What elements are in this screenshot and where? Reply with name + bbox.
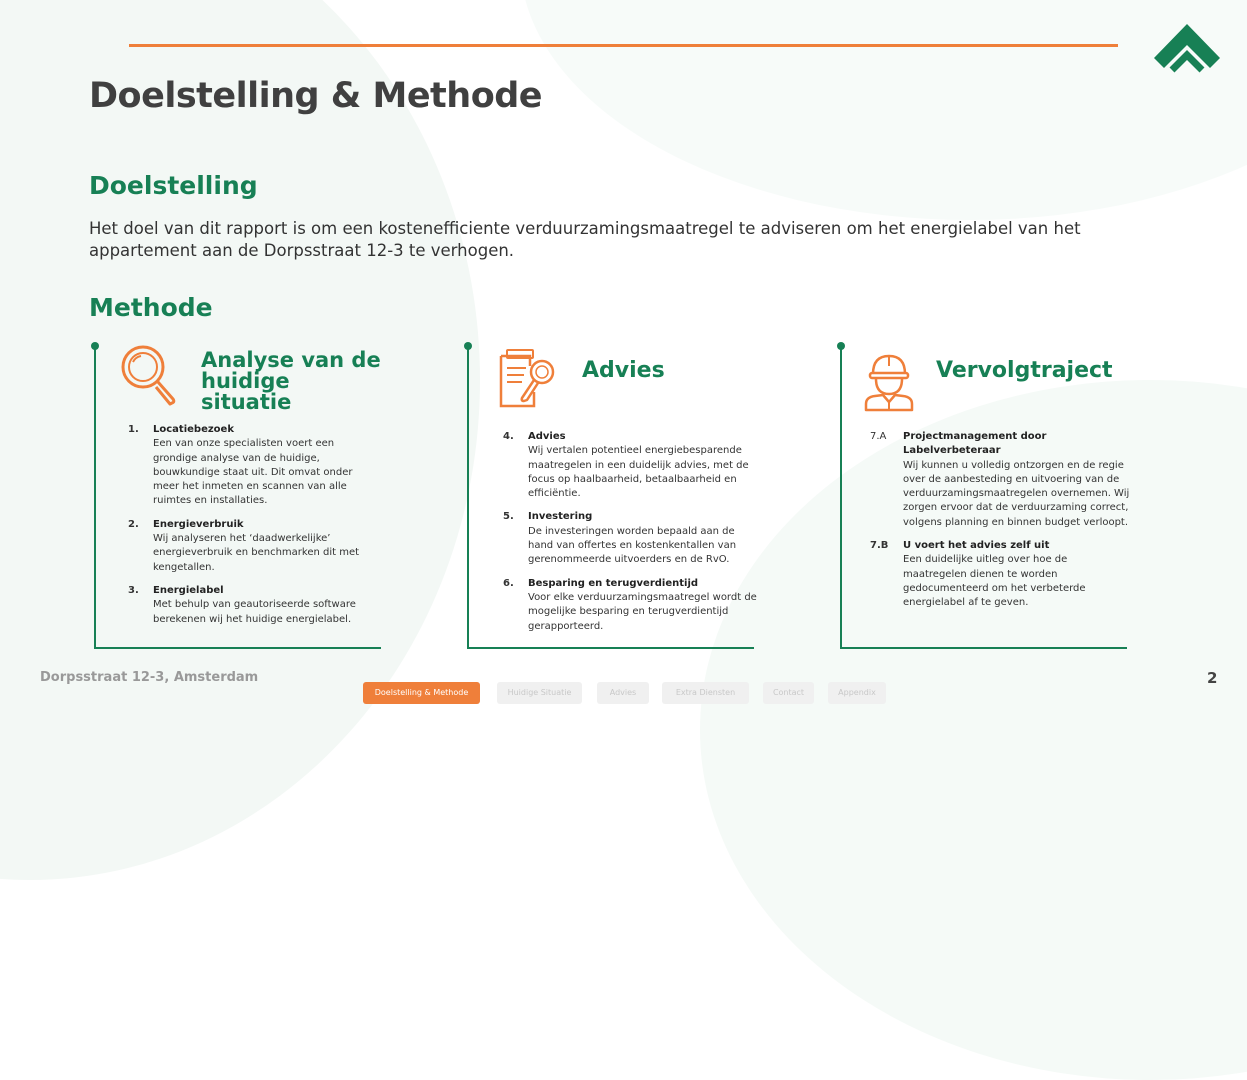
column-item-list	[503, 430, 758, 643]
column-line	[467, 346, 469, 648]
nav-tab-huidige-situatie[interactable]: Huidige Situatie	[497, 682, 582, 704]
item-description: De investeringen worden bepaald aan de hand van offertes en kostenkentallen van gerenommeerde uitvoerders en de RvO.	[528, 525, 737, 566]
nav-tab-doelstelling-methode[interactable]: Doelstelling & Methode	[363, 682, 480, 704]
item-description: Wij analyseren het ‘daadwerkelijke’ energieverbruik en benchmarken dit met kengetallen.	[153, 533, 360, 573]
item-title: Energielabel	[153, 584, 224, 596]
list-item	[870, 539, 1132, 610]
item-number: 3.	[128, 584, 139, 596]
document-search-icon	[498, 348, 560, 410]
item-number: 7.B	[870, 540, 889, 552]
page-title: Doelstelling & Methode	[89, 76, 543, 116]
item-number: 2.	[128, 518, 139, 530]
methode-column-vervolgtraject	[837, 342, 1130, 649]
column-base-line	[467, 647, 754, 649]
list-item	[503, 510, 758, 567]
list-item	[128, 584, 373, 627]
column-item-list	[128, 423, 373, 636]
column-dot	[464, 342, 472, 350]
column-item-list	[870, 430, 1132, 620]
item-description: Wij vertalen potentieel energiebesparende maatregelen in een duidelijk advies, met de focus op haalbaarheid, betaalbaarheid en efficiëntie.	[528, 445, 749, 500]
column-heading: Vervolgtraject	[936, 358, 1113, 383]
item-title: Investering	[528, 511, 593, 523]
nav-tab-appendix[interactable]: Appendix	[828, 682, 886, 704]
column-heading: Analyse van de huidige situatie	[201, 348, 381, 414]
item-title: Advies	[528, 431, 566, 442]
list-item	[503, 577, 758, 634]
nav-tab-extra-diensten[interactable]: Extra Diensten	[662, 682, 749, 704]
page-number: 2	[1207, 669, 1218, 687]
item-description: Met behulp van geautoriseerde software berekenen wij het huidige energielabel.	[153, 599, 356, 625]
header-accent-line	[129, 44, 1118, 47]
magnifier-icon	[117, 342, 181, 406]
item-title: Projectmanagement door Labelverbeteraar	[903, 431, 1047, 457]
item-description: Een van onze specialisten voert een grondige analyse van de huidige, bouwkundige staat uit. Dit omvat onder meer het inmeten en scannen van alle ruimtes en installaties.	[153, 438, 353, 507]
item-title: Locatiebezoek	[153, 424, 234, 435]
column-line	[94, 346, 96, 648]
item-title: U voert het advies zelf uit	[903, 540, 1050, 552]
column-base-line	[840, 647, 1127, 649]
footer-address: Dorpsstraat 12-3, Amsterdam	[40, 670, 259, 685]
logo-icon	[1150, 18, 1224, 78]
item-title: Energieverbruik	[153, 518, 244, 530]
doelstelling-heading: Doelstelling	[89, 171, 258, 200]
nav-tab-contact[interactable]: Contact	[763, 682, 814, 704]
list-item	[870, 430, 1132, 530]
column-dot	[837, 342, 845, 350]
methode-heading: Methode	[89, 293, 213, 322]
column-base-line	[94, 647, 381, 649]
item-description: Voor elke verduurzamingsmaatregel wordt de mogelijke besparing en terugverdientijd gerapporteerd.	[528, 591, 757, 632]
nav-tab-advies[interactable]: Advies	[597, 682, 649, 704]
item-number: 4.	[503, 431, 514, 442]
item-number: 1.	[128, 424, 139, 435]
background-shape	[520, 0, 1247, 220]
item-description: Een duidelijke uitleg over hoe de maatregelen dienen te worden gedocumenteerd om het verbeterde energielabel af te geven.	[903, 554, 1086, 609]
worker-icon	[863, 352, 915, 412]
methode-column-analyse	[91, 342, 381, 649]
item-description: Wij kunnen u volledig ontzorgen en de regie over de aanbesteding en uitvoering van de verduurzamingsmaatregelen overnemen. Wij zorgen ervoor dat de verduurzaming correct, volgens planning en binnen budget verloopt.	[903, 459, 1130, 528]
list-item	[503, 430, 758, 501]
item-title: Besparing en terugverdientijd	[528, 577, 699, 589]
methode-column-advies	[464, 342, 757, 649]
list-item	[128, 423, 373, 509]
item-number: 5.	[503, 511, 514, 523]
list-item	[128, 518, 373, 575]
doelstelling-text: Het doel van dit rapport is om een kostenefficiente verduurzamingsmaatregel te adviseren om het energielabel van het appartement aan de Dorpsstraat 12-3 te verhogen.	[89, 219, 1081, 260]
column-line	[840, 346, 842, 648]
column-heading: Advies	[582, 358, 665, 383]
item-number: 6.	[503, 577, 514, 589]
column-dot	[91, 342, 99, 350]
item-number: 7.A	[870, 431, 887, 442]
